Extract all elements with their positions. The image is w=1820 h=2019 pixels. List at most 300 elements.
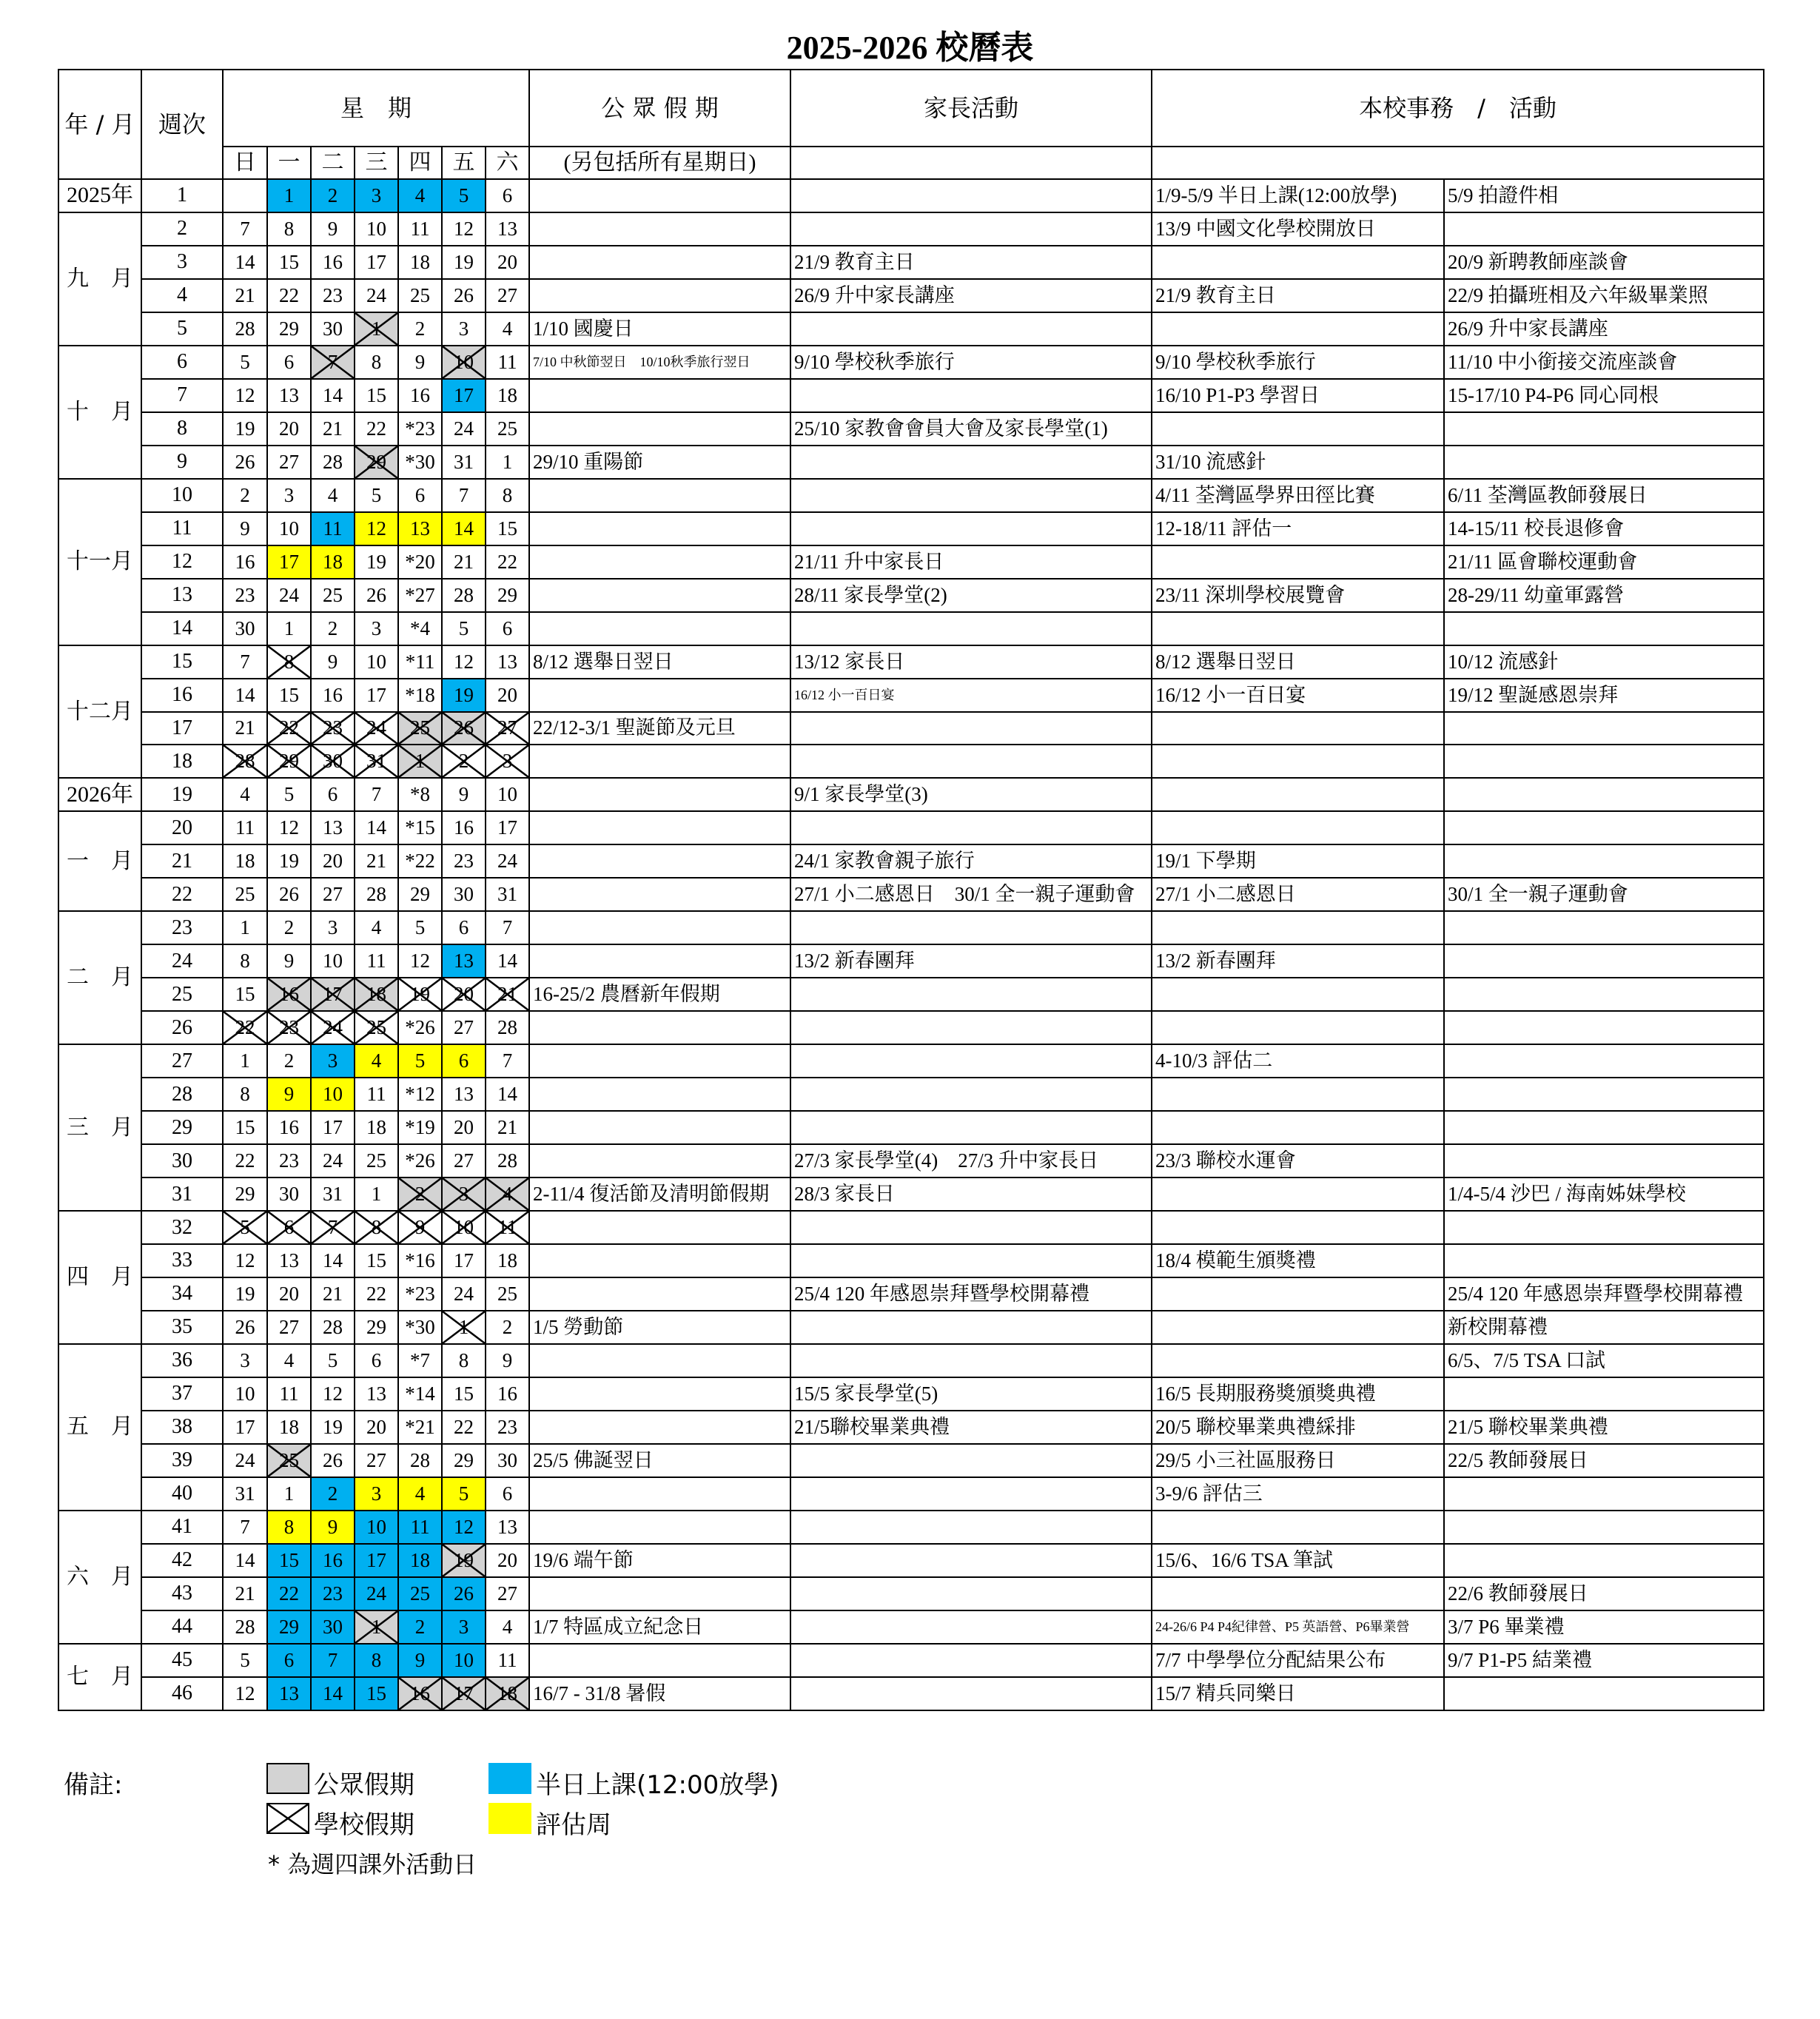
public-holidays-header: 公 眾 假 期	[529, 70, 790, 147]
parent-activity-cell	[790, 1544, 1152, 1577]
day-cell-thu: 2	[398, 1610, 442, 1644]
public-holiday-cell	[529, 545, 790, 579]
day-cell-sat: 4	[486, 312, 529, 346]
public-holiday-cell	[529, 1244, 790, 1277]
day-cell-mon: 9	[267, 944, 311, 978]
day-name-fri: 五	[442, 147, 486, 179]
day-cell-wed: 10	[355, 1511, 398, 1544]
school-activity-cell: 21/11 區會聯校運動會	[1444, 545, 1764, 579]
week-number: 3	[141, 246, 223, 279]
day-cell-tue: 14	[311, 1677, 355, 1710]
day-cell-tue: 2	[311, 179, 355, 212]
day-cell-sat: 1	[486, 446, 529, 479]
school-affair-cell	[1152, 246, 1444, 279]
public-holiday-cell	[529, 679, 790, 712]
day-cell-fri: 17	[442, 379, 486, 412]
week-number: 8	[141, 412, 223, 446]
school-affair-cell: 15/6、16/6 TSA 筆試	[1152, 1544, 1444, 1577]
day-cell-fri: 13	[442, 1078, 486, 1111]
day-cell-thu: 12	[398, 944, 442, 978]
day-cell-thu: 28	[398, 1444, 442, 1477]
public-holiday-cell	[529, 479, 790, 512]
day-cell-thu: 9	[398, 1644, 442, 1677]
week-number: 4	[141, 279, 223, 312]
day-cell-sat: 11	[486, 1644, 529, 1677]
day-cell-fri: 5	[442, 612, 486, 645]
day-cell-tue: 3	[311, 1044, 355, 1078]
day-cell-wed: 27	[355, 1444, 398, 1477]
day-cell-sun: 3	[223, 1344, 267, 1377]
week-row	[58, 1078, 1764, 1111]
day-cell-sun: 21	[223, 1577, 267, 1610]
parent-activity-cell: 26/9 升中家長講座	[790, 279, 1152, 312]
month-label: 四 月	[58, 1211, 141, 1344]
day-cell-fri: 6	[442, 911, 486, 944]
month-label: 六 月	[58, 1511, 141, 1644]
public-holiday-cell	[529, 878, 790, 911]
week-number: 22	[141, 878, 223, 911]
public-holiday-cell	[529, 1111, 790, 1144]
week-number: 16	[141, 679, 223, 712]
school-affair-cell	[1152, 1344, 1444, 1377]
day-cell-sun: 21	[223, 712, 267, 745]
school-activity-cell	[1444, 911, 1764, 944]
parent-activities-header: 家長活動	[790, 70, 1152, 147]
day-cell-thu: 9	[398, 1211, 442, 1244]
day-cell-wed: 19	[355, 545, 398, 579]
day-cell-mon: 29	[267, 1610, 311, 1644]
parent-activity-cell: 13/12 家長日	[790, 645, 1152, 679]
day-cell-sun: 12	[223, 1677, 267, 1710]
public-holiday-cell	[529, 1344, 790, 1377]
school-activity-cell	[1444, 1211, 1764, 1244]
week-row	[58, 811, 1764, 844]
day-cell-tue: 6	[311, 778, 355, 811]
legend-label: 備註:	[64, 1770, 123, 1800]
school-affair-cell	[1152, 1078, 1444, 1111]
day-cell-thu: 29	[398, 878, 442, 911]
parent-activity-cell	[790, 1444, 1152, 1477]
school-affair-cell	[1152, 1511, 1444, 1544]
week-number: 21	[141, 844, 223, 878]
week-number: 28	[141, 1078, 223, 1111]
day-cell-fri: 19	[442, 246, 486, 279]
week-row	[58, 1444, 1764, 1477]
day-cell-mon: 16	[267, 978, 311, 1011]
week-number: 15	[141, 645, 223, 679]
parent-activity-cell: 21/9 教育主日	[790, 246, 1152, 279]
week-number: 14	[141, 612, 223, 645]
day-cell-tue: 11	[311, 512, 355, 545]
day-cell-mon: 8	[267, 1511, 311, 1544]
day-cell-sat: 29	[486, 579, 529, 612]
day-cell-fri: 13	[442, 944, 486, 978]
day-cell-sat: 18	[486, 1244, 529, 1277]
day-cell-thu: 4	[398, 179, 442, 212]
school-activity-cell	[1444, 212, 1764, 246]
day-name-sun: 日	[223, 147, 267, 179]
school-activity-cell: 30/1 全一親子運動會	[1444, 878, 1764, 911]
parent-activity-cell: 25/4 120 年感恩崇拜暨學校開幕禮	[790, 1277, 1152, 1311]
public-holiday-cell: 22/12-3/1 聖誕節及元旦	[529, 712, 790, 745]
day-cell-mon: 15	[267, 246, 311, 279]
day-cell-wed: 29	[355, 1311, 398, 1344]
school-activity-cell	[1444, 1144, 1764, 1178]
school-activity-cell: 新校開幕禮	[1444, 1311, 1764, 1344]
day-cell-sat: 6	[486, 179, 529, 212]
day-cell-sun: 31	[223, 1477, 267, 1511]
day-cell-fri: 3	[442, 1610, 486, 1644]
day-cell-thu: 25	[398, 712, 442, 745]
day-cell-mon: 27	[267, 1311, 311, 1344]
parent-activity-cell	[790, 612, 1152, 645]
day-cell-fri: 19	[442, 679, 486, 712]
school-activity-cell	[1444, 745, 1764, 778]
public-holiday-cell	[529, 745, 790, 778]
day-cell-mon: 13	[267, 1244, 311, 1277]
day-cell-thu: *7	[398, 1344, 442, 1377]
day-cell-fri: 10	[442, 1211, 486, 1244]
school-holiday-legend-text: 學校假期	[314, 1810, 414, 1840]
day-cell-thu: 16	[398, 379, 442, 412]
public-holiday-cell: 1/10 國慶日	[529, 312, 790, 346]
public-holiday-cell	[529, 844, 790, 878]
parent-activity-cell: 16/12 小一百日宴	[790, 679, 1152, 712]
day-cell-thu: 19	[398, 978, 442, 1011]
week-row	[58, 1377, 1764, 1411]
week-row	[58, 246, 1764, 279]
month-label: 十二月	[58, 645, 141, 779]
day-cell-thu: 11	[398, 212, 442, 246]
day-cell-thu: *26	[398, 1011, 442, 1044]
day-cell-sun: 14	[223, 679, 267, 712]
school-activity-cell: 22/9 拍攝班相及六年級畢業照	[1444, 279, 1764, 312]
day-cell-tue: 2	[311, 612, 355, 645]
day-cell-sun: 19	[223, 1277, 267, 1311]
day-cell-fri: 23	[442, 844, 486, 878]
parent-activity-cell	[790, 312, 1152, 346]
day-cell-mon: 26	[267, 878, 311, 911]
school-affair-cell: 13/2 新春團拜	[1152, 944, 1444, 978]
day-cell-tue: 20	[311, 844, 355, 878]
day-name-tue: 二	[311, 147, 355, 179]
school-affair-cell: 15/7 精兵同樂日	[1152, 1677, 1444, 1710]
day-cell-sun: 28	[223, 312, 267, 346]
day-cell-sun: 19	[223, 412, 267, 446]
school-affair-cell: 18/4 模範生頒獎禮	[1152, 1244, 1444, 1277]
week-number: 30	[141, 1144, 223, 1178]
day-cell-sat: 28	[486, 1011, 529, 1044]
day-cell-fri: 8	[442, 1344, 486, 1377]
school-affair-cell	[1152, 1011, 1444, 1044]
month-label: 十 月	[58, 346, 141, 479]
day-cell-wed: 26	[355, 579, 398, 612]
school-affair-cell: 19/1 下學期	[1152, 844, 1444, 878]
school-affair-cell: 24-26/6 P4 P4紀律營、P5 英語營、P6畢業營	[1152, 1610, 1444, 1644]
day-cell-sat: 25	[486, 412, 529, 446]
day-cell-sat: 25	[486, 1277, 529, 1311]
school-activity-cell: 28-29/11 幼童軍露營	[1444, 579, 1764, 612]
week-row	[58, 179, 1764, 212]
week-row	[58, 1477, 1764, 1511]
day-cell-tue: 18	[311, 545, 355, 579]
day-cell-wed: 8	[355, 1211, 398, 1244]
parent-activity-cell	[790, 446, 1152, 479]
half-day-swatch	[488, 1763, 531, 1794]
day-cell-sun: 7	[223, 212, 267, 246]
day-cell-fri: 29	[442, 1444, 486, 1477]
day-cell-mon: 6	[267, 1211, 311, 1244]
parent-activity-cell	[790, 1344, 1152, 1377]
week-row	[58, 645, 1764, 679]
day-cell-fri: 17	[442, 1244, 486, 1277]
day-cell-sun: 24	[223, 1444, 267, 1477]
week-row	[58, 1411, 1764, 1444]
school-affair-cell: 31/10 流感針	[1152, 446, 1444, 479]
day-cell-fri: 5	[442, 179, 486, 212]
school-activity-cell: 19/12 聖誕感恩崇拜	[1444, 679, 1764, 712]
week-number: 7	[141, 379, 223, 412]
day-cell-mon: 13	[267, 379, 311, 412]
day-cell-tue: 28	[311, 446, 355, 479]
week-number: 13	[141, 579, 223, 612]
week-number: 37	[141, 1377, 223, 1411]
school-affair-cell	[1152, 1111, 1444, 1144]
day-cell-sat: 20	[486, 679, 529, 712]
day-cell-mon: 15	[267, 1544, 311, 1577]
parent-activity-cell	[790, 1610, 1152, 1644]
day-cell-mon: 20	[267, 1277, 311, 1311]
parent-activity-cell	[790, 1111, 1152, 1144]
parent-activity-cell	[790, 1044, 1152, 1078]
school-affair-cell	[1152, 1178, 1444, 1211]
day-cell-thu: 4	[398, 1477, 442, 1511]
school-activity-cell	[1444, 978, 1764, 1011]
week-row	[58, 1178, 1764, 1211]
day-cell-tue: 7	[311, 346, 355, 379]
parent-activity-cell	[790, 712, 1152, 745]
day-cell-sun: 8	[223, 944, 267, 978]
school-affair-cell: 21/9 教育主日	[1152, 279, 1444, 312]
day-name-thu: 四	[398, 147, 442, 179]
day-cell-wed: 21	[355, 844, 398, 878]
school-affair-cell	[1152, 811, 1444, 844]
school-affair-cell: 4/11 荃灣區學界田徑比賽	[1152, 479, 1444, 512]
week-row	[58, 1044, 1764, 1078]
week-number: 27	[141, 1044, 223, 1078]
school-activity-cell: 6/11 荃灣區教師發展日	[1444, 479, 1764, 512]
day-cell-tue: 7	[311, 1644, 355, 1677]
day-cell-wed: 3	[355, 179, 398, 212]
day-cell-thu: 1	[398, 745, 442, 778]
week-row	[58, 944, 1764, 978]
public-holiday-cell	[529, 579, 790, 612]
week-row	[58, 778, 1764, 811]
day-cell-tue: 21	[311, 1277, 355, 1311]
school-activity-cell: 25/4 120 年感恩崇拜暨學校開幕禮	[1444, 1277, 1764, 1311]
day-cell-wed: 17	[355, 679, 398, 712]
day-cell-tue: 23	[311, 279, 355, 312]
day-cell-sat: 4	[486, 1610, 529, 1644]
week-row	[58, 911, 1764, 944]
school-activity-cell	[1444, 1011, 1764, 1044]
day-cell-tue: 9	[311, 1511, 355, 1544]
day-cell-mon: 24	[267, 579, 311, 612]
empty-header-cell	[1152, 147, 1764, 179]
day-cell-sat: 13	[486, 645, 529, 679]
day-cell-fri: 9	[442, 778, 486, 811]
day-cell-tue: 10	[311, 1078, 355, 1111]
day-cell-tue: 12	[311, 1377, 355, 1411]
day-cell-sun: 30	[223, 612, 267, 645]
week-row	[58, 679, 1764, 712]
day-cell-sat: 27	[486, 279, 529, 312]
week-number: 46	[141, 1677, 223, 1710]
day-cell-wed: 29	[355, 446, 398, 479]
day-cell-tue: 16	[311, 1544, 355, 1577]
day-cell-sun: 26	[223, 1311, 267, 1344]
week-number: 20	[141, 811, 223, 844]
day-cell-wed: 4	[355, 1044, 398, 1078]
day-cell-fri: 26	[442, 1577, 486, 1610]
day-cell-thu: *23	[398, 1277, 442, 1311]
month-label: 五 月	[58, 1344, 141, 1511]
day-cell-sun: 29	[223, 1178, 267, 1211]
public-holiday-cell	[529, 1277, 790, 1311]
public-holiday-cell	[529, 1144, 790, 1178]
public-holiday-swatch	[266, 1763, 309, 1794]
day-cell-wed: 15	[355, 1244, 398, 1277]
week-row	[58, 745, 1764, 778]
day-cell-sun: 23	[223, 579, 267, 612]
week-row	[58, 1244, 1764, 1277]
day-cell-thu: *20	[398, 545, 442, 579]
day-cell-wed: 22	[355, 412, 398, 446]
day-cell-wed: 20	[355, 1411, 398, 1444]
week-number: 36	[141, 1344, 223, 1377]
day-cell-sun: 1	[223, 911, 267, 944]
day-cell-tue: 30	[311, 745, 355, 778]
day-cell-mon: 20	[267, 412, 311, 446]
day-cell-fri: 27	[442, 1011, 486, 1044]
day-cell-mon: 3	[267, 479, 311, 512]
week-number: 19	[141, 778, 223, 811]
school-affair-cell	[1152, 978, 1444, 1011]
day-cell-tue: 9	[311, 645, 355, 679]
day-cell-wed: 15	[355, 379, 398, 412]
public-holiday-cell: 19/6 端午節	[529, 1544, 790, 1577]
day-cell-sun: 5	[223, 346, 267, 379]
day-cell-sat: 10	[486, 778, 529, 811]
week-number: 29	[141, 1111, 223, 1144]
day-cell-thu: *19	[398, 1111, 442, 1144]
day-cell-mon: 19	[267, 844, 311, 878]
parent-activity-cell	[790, 911, 1152, 944]
day-cell-sun: 14	[223, 1544, 267, 1577]
day-cell-mon: 2	[267, 1044, 311, 1078]
day-cell-tue: 28	[311, 1311, 355, 1344]
day-cell-wed: 3	[355, 612, 398, 645]
day-cell-sat: 31	[486, 878, 529, 911]
day-cell-fri: 22	[442, 1411, 486, 1444]
week-number: 18	[141, 745, 223, 778]
school-activity-cell	[1444, 1078, 1764, 1111]
day-cell-tue: 14	[311, 1244, 355, 1277]
day-cell-thu: *30	[398, 1311, 442, 1344]
public-holiday-cell: 8/12 選舉日翌日	[529, 645, 790, 679]
day-cell-sat: 13	[486, 212, 529, 246]
day-cell-fri: 14	[442, 512, 486, 545]
week-row	[58, 212, 1764, 246]
school-affair-cell: 4-10/3 評估二	[1152, 1044, 1444, 1078]
public-holiday-cell	[529, 212, 790, 246]
school-affair-cell	[1152, 911, 1444, 944]
day-cell-fri: 17	[442, 1677, 486, 1710]
day-cell-sat: 21	[486, 978, 529, 1011]
parent-activity-cell	[790, 1511, 1152, 1544]
page-title: 2025-2026 校曆表	[786, 30, 1034, 66]
day-cell-mon: 4	[267, 1344, 311, 1377]
day-cell-mon: 11	[267, 1377, 311, 1411]
school-affair-cell	[1152, 1577, 1444, 1610]
week-row	[58, 1577, 1764, 1610]
day-cell-wed: 1	[355, 312, 398, 346]
day-cell-tue: 26	[311, 1444, 355, 1477]
school-affair-cell: 3-9/6 評估三	[1152, 1477, 1444, 1511]
week-number: 1	[141, 179, 223, 212]
day-cell-sun	[223, 179, 267, 212]
day-cell-sat: 23	[486, 1411, 529, 1444]
day-cell-wed: 25	[355, 1144, 398, 1178]
thursday-note: * 為週四課外活動日	[268, 1850, 477, 1878]
school-holiday-swatch	[266, 1803, 309, 1834]
day-cell-fri: 20	[442, 1111, 486, 1144]
week-row	[58, 712, 1764, 745]
day-cell-mon: 27	[267, 446, 311, 479]
day-cell-tue: 25	[311, 579, 355, 612]
day-cell-tue: 21	[311, 412, 355, 446]
week-row	[58, 1311, 1764, 1344]
day-cell-mon: 29	[267, 745, 311, 778]
day-cell-tue: 5	[311, 1344, 355, 1377]
day-name-wed: 三	[355, 147, 398, 179]
public-holiday-cell	[529, 1477, 790, 1511]
day-cell-wed: 24	[355, 712, 398, 745]
day-cell-thu: *22	[398, 844, 442, 878]
day-cell-tue: 27	[311, 878, 355, 911]
day-cell-sun: 2	[223, 479, 267, 512]
school-affair-cell: 16/12 小一百日宴	[1152, 679, 1444, 712]
school-affair-cell	[1152, 745, 1444, 778]
day-cell-tue: 10	[311, 944, 355, 978]
parent-activity-cell	[790, 212, 1152, 246]
week-row	[58, 1211, 1764, 1244]
day-cell-sat: 14	[486, 1078, 529, 1111]
day-cell-tue: 9	[311, 212, 355, 246]
parent-activity-cell	[790, 978, 1152, 1011]
parent-activity-cell: 21/11 升中家長日	[790, 545, 1152, 579]
day-cell-sat: 4	[486, 1178, 529, 1211]
week-row	[58, 446, 1764, 479]
week-number: 25	[141, 978, 223, 1011]
day-cell-thu: 2	[398, 1178, 442, 1211]
parent-activity-cell	[790, 1078, 1152, 1111]
day-cell-wed: 4	[355, 911, 398, 944]
day-cell-fri: 12	[442, 1511, 486, 1544]
day-cell-sun: 15	[223, 1111, 267, 1144]
day-cell-fri: 12	[442, 212, 486, 246]
day-cell-thu: 9	[398, 346, 442, 379]
